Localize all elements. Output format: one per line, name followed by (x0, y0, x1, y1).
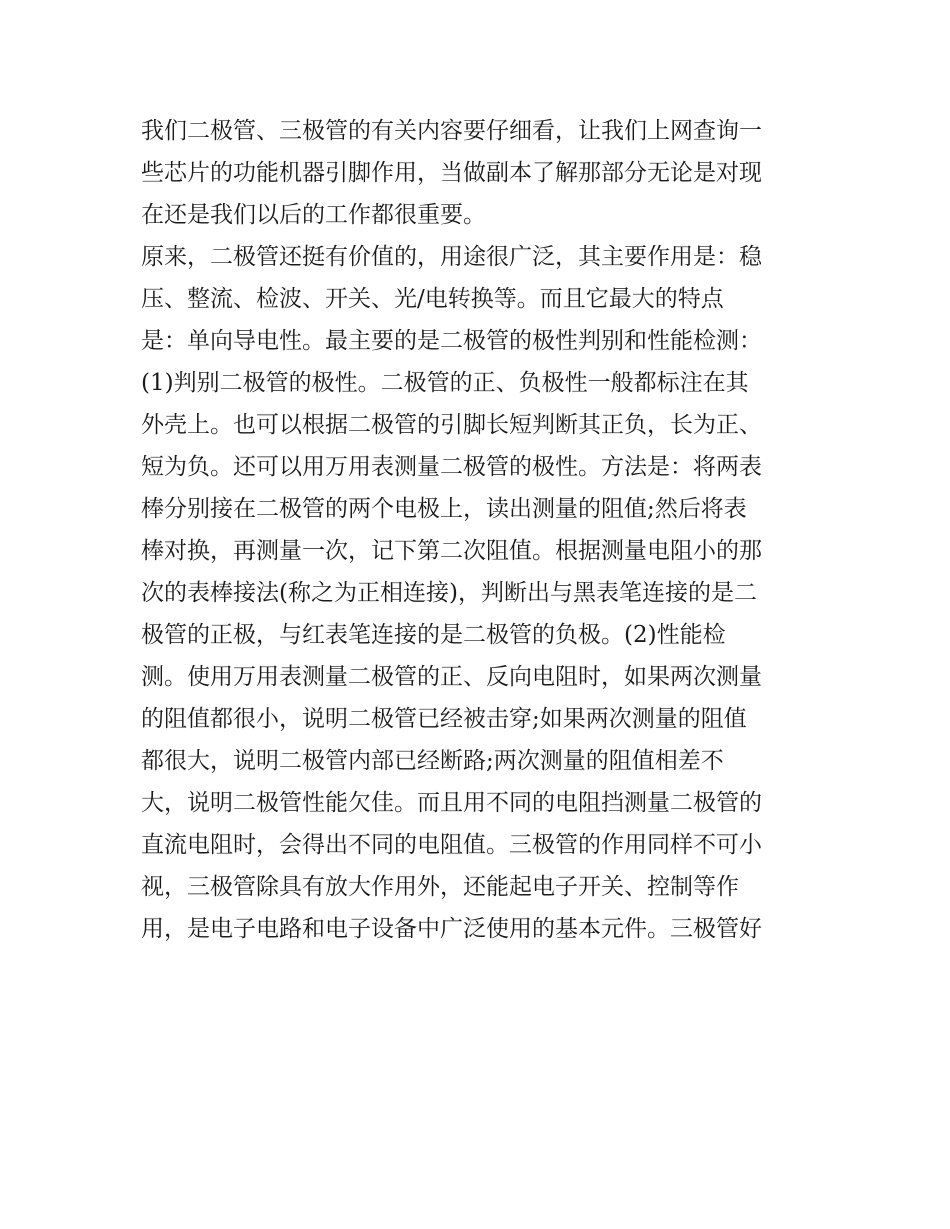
text-line: 短为负。还可以用万用表测量二极管的极性。方法是：将两表 (141, 454, 762, 480)
body-text (141, 110, 821, 950)
text-line: 的阻值都很小，说明二极管已经被击穿;如果两次测量的阻值 (141, 706, 747, 732)
text-line: (1)判别二极管的极性。二极管的正、负极性一般都标注在其 (141, 370, 749, 396)
text-line: 次的表棒接法(称之为正相连接)，判断出与黑表笔连接的是二 (141, 580, 757, 606)
text-line: 外壳上。也可以根据二极管的引脚长短判断其正负，长为正、 (141, 412, 762, 438)
text-line: 用，是电子电路和电子设备中广泛使用的基本元件。三极管好 (141, 916, 762, 942)
text-line: 是：单向导电性。最主要的是二极管的极性判别和性能检测： (141, 328, 762, 354)
text-line: 都很大，说明二极管内部已经断路;两次测量的阻值相差不 (141, 748, 724, 774)
text-line: 我们二极管、三极管的有关内容要仔细看，让我们上网查询一 (141, 118, 762, 144)
text-line: 大，说明二极管性能欠佳。而且用不同的电阻挡测量二极管的 (141, 790, 762, 816)
text-line: 原来，二极管还挺有价值的，用途很广泛，其主要作用是：稳 (141, 244, 762, 270)
text-line: 些芯片的功能机器引脚作用，当做副本了解那部分无论是对现 (141, 160, 762, 186)
text-line: 测。使用万用表测量二极管的正、反向电阻时，如果两次测量 (141, 664, 762, 690)
text-line: 直流电阻时，会得出不同的电阻值。三极管的作用同样不可小 (141, 832, 762, 858)
text-line: 在还是我们以后的工作都很重要。 (141, 202, 486, 228)
text-line: 棒分别接在二极管的两个电极上，读出测量的阻值;然后将表 (141, 496, 747, 522)
text-line: 视，三极管除具有放大作用外，还能起电子开关、控制等作 (141, 874, 739, 900)
text-line: 棒对换，再测量一次，记下第二次阻值。根据测量电阻小的那 (141, 538, 762, 564)
text-line: 压、整流、检波、开关、光/电转换等。而且它最大的特点 (141, 286, 724, 312)
text-line: 极管的正极，与红表笔连接的是二极管的负极。(2)性能检 (141, 622, 726, 648)
